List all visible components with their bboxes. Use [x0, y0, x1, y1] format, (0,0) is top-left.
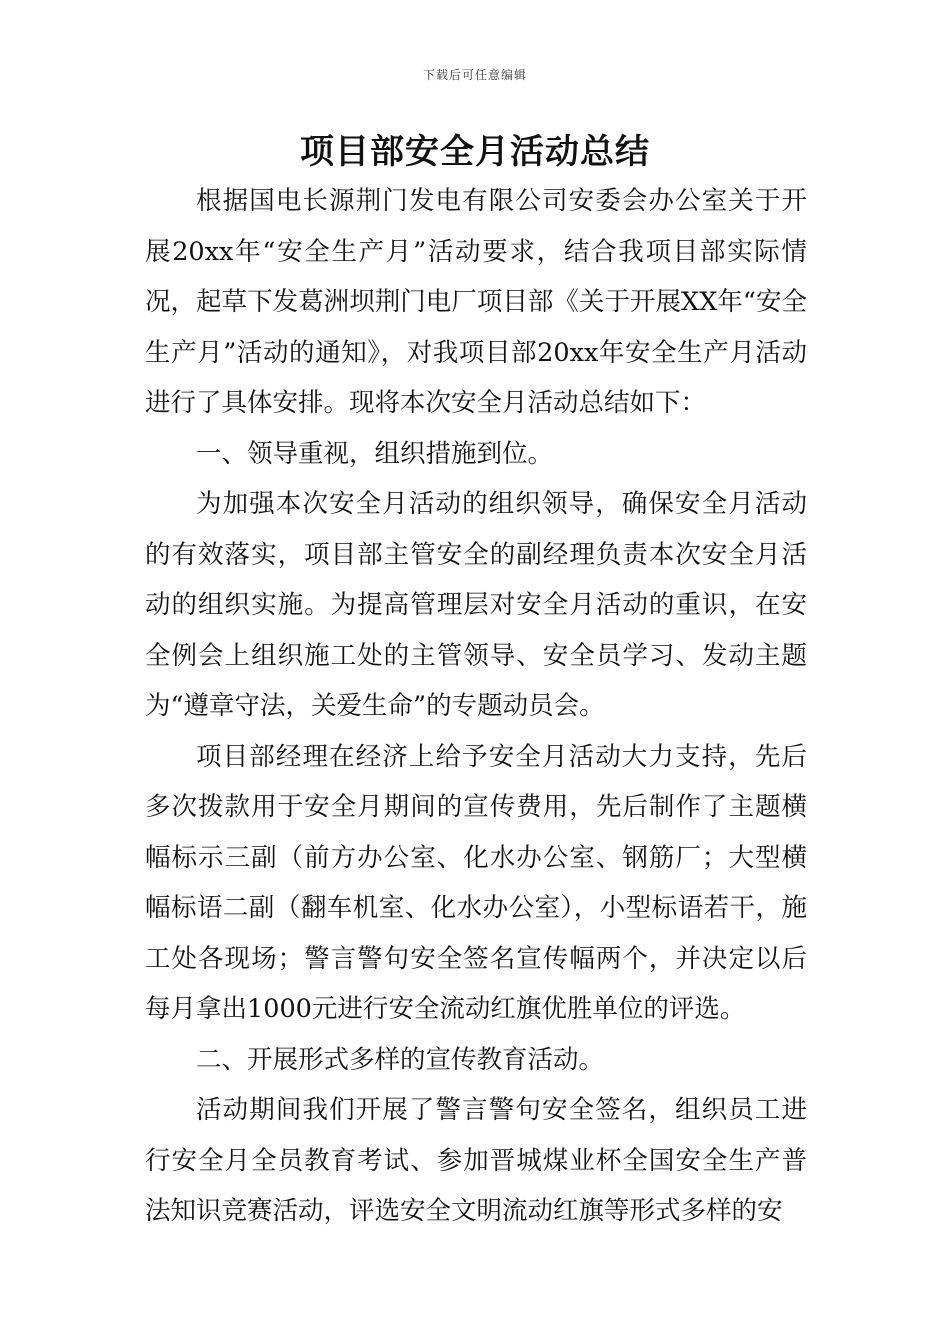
paragraph-organization: 为加强本次安全月活动的组织领导，确保安全月活动的有效落实，项目部主管安全的副经理负责本次安全月活动的组织实施。为提高管理层对安全月活动的重识，在安全例会上组织施工处的主管领导、安全员学习、发动主题为“遵章守法，关爱生命”的专题动员会。: [145, 489, 807, 721]
paragraph-activities: 活动期间我们开展了警言警句安全签名，组织员工进行安全月全员教育考试、参加晋城煤业杯全国安全生产普法知识竞赛活动，评选安全文明流动红旗等形式多样的安: [145, 1095, 807, 1226]
section-heading-2: 二、开展形式多样的宣传教育活动。: [196, 1044, 605, 1075]
document-body: [145, 176, 807, 1237]
document-title: 项目部安全月活动总结: [300, 132, 650, 172]
header-note: 下载后可任意编辑: [422, 68, 527, 82]
section-heading-1: 一、领导重视，组织措施到位。: [196, 438, 554, 469]
paragraph-funding: 项目部经理在经济上给予安全月活动大力支持，先后多次拨款用于安全月期间的宣传费用，先后制作了主题横幅标示三副（前方办公室、化水办公室、钢筋厂；大型横幅标语二副（翻车机室、化水办公室），小型标语若干，施工处各现场；警言警句安全签名宣传幅两个，并决定以后每月拿出1000元进行安全流动红旗优胜单位的评选。: [145, 741, 807, 1024]
paragraph-intro: 根据国电长源荆门发电有限公司安委会办公室关于开展20xx年“安全生产月”活动要求，结合我项目部实际情况，起草下发葛洲坝荆门电厂项目部《关于开展XX年“安全生产月”活动的通知》，对我项目部20xx年安全生产月活动进行了具体安排。现将本次安全月活动总结如下：: [145, 186, 807, 418]
